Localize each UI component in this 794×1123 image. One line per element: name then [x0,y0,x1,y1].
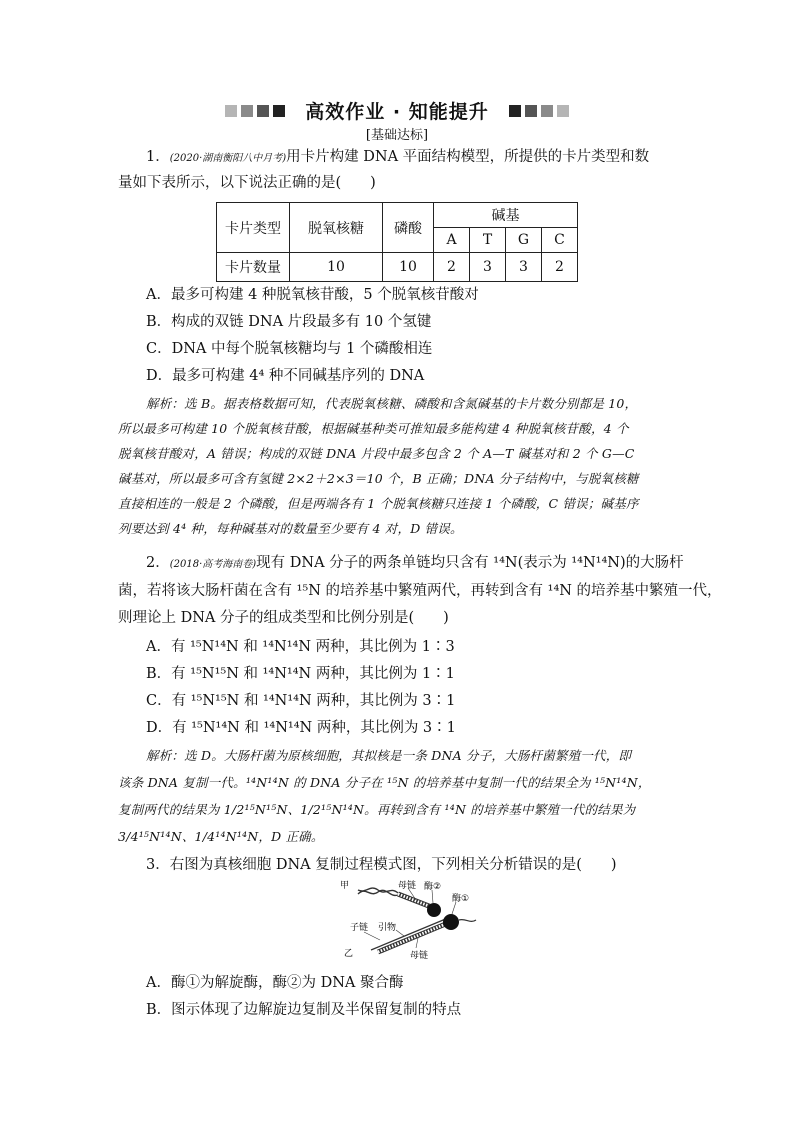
q1-option-b: B．构成的双链 DNA 片段最多有 10 个氢键 [146,314,432,330]
table-header-base: 碱基 [434,203,578,228]
page-title: 高效作业 · 知能提升 [305,101,489,123]
q2-analysis-line: 3/4¹⁵N¹⁴N、1/4¹⁴N¹⁴N，D 正确。 [118,829,324,844]
q1-stem-line1 [146,146,678,170]
q1-analysis-line: 碱基对，所以最多可含有氢键 2×2＋2×3＝10 个，B 正确；DNA 分子结构中，与脱氧核糖 [118,471,639,486]
q2-source: (2018·高考海南卷) [169,559,257,570]
table-base-a: A [434,228,470,253]
card-table [216,202,578,282]
q3-stem [146,854,678,876]
table-cell-a: 2 [434,253,470,282]
leader-line [396,930,404,936]
page-header [0,97,794,124]
label-parent-strand-top: 母链 [398,881,417,891]
q2-analysis-line: 该条 DNA 复制一代。¹⁴N¹⁴N 的 DNA 分子在 ¹⁵N 的培养基中复制一代的结果全为 ¹⁵N¹⁴N， [118,775,651,790]
q1-stem-text1: 用卡片构建 DNA 平面结构模型，所提供的卡片类型和数 [286,149,650,165]
q1-analysis-line: 解析：选 B。据表格数据可知，代表脱氧核糖、磷酸和含氮碱基的卡片数分别都是 10， [146,396,638,411]
leader-line [416,938,418,948]
helix-right-end [459,920,476,922]
leader-line [364,932,380,940]
q3-number: 3． [146,857,170,873]
q2-stem-text1: 现有 DNA 分子的两条单链均只含有 ¹⁴N(表示为 ¹⁴N¹⁴N)的大肠杆 [256,555,684,571]
q1-option-a: A．最多可构建 4 种脱氧核苷酸，5 个脱氧核苷酸对 [146,287,479,303]
q1-analysis-line: 脱氧核苷酸对，A 错误；构成的双链 DNA 片段中最多包含 2 个 A—T 碱基对和 2 个 G—C [118,446,635,461]
q2-analysis-line: 解析：选 D。大肠杆菌为原核细胞，其拟核是一条 DNA 分子，大肠杆菌繁殖一代，即 [146,748,632,763]
label-parent-strand-bottom: 母链 [410,951,429,960]
q1-analysis-line: 列要达到 4⁴ 种，每种碱基对的数量至少要有 4 对，D 错误。 [118,521,463,536]
q2-analysis-line: 复制两代的结果为 1/2¹⁵N¹⁵N、1/2¹⁵N¹⁴N。再转到含有 ¹⁴N 的培养基中繁殖一代的结果为 [118,802,636,817]
q3-stem-text: 右图为真核细胞 DNA 复制过程模式图，下列相关分析错误的是( ) [169,857,617,873]
header-decoration-right [507,103,571,119]
q1-option-c: C．DNA 中每个脱氧核糖均与 1 个磷酸相连 [146,341,433,357]
q3-option-b: B．图示体现了边解旋边复制及半保留复制的特点 [146,1002,462,1018]
q2-option-a: A．有 ¹⁵N¹⁴N 和 ¹⁴N¹⁴N 两种，其比例为 1∶3 [146,639,455,655]
q2-number: 2． [146,555,170,571]
table-cell-sugar: 10 [290,253,383,282]
q1-source: (2020·湖南衡阳八中月考) [169,153,287,164]
q2-stem-line3: 则理论上 DNA 分子的组成类型和比例分别是( ) [118,610,449,626]
q1-analysis-line: 直接相连的一般是 2 个磷酸，但是两端各有 1 个脱氧核糖只连接 1 个磷酸，C 错误；碱基序 [118,496,639,511]
section-label: [基础达标] [365,128,429,143]
label-jia: 甲 [340,881,350,891]
table-row-label: 卡片数量 [217,253,290,282]
dna-replication-figure [336,880,486,960]
q1-number: 1． [146,149,170,165]
dna-double-helix [358,888,398,895]
table-cell-g: 3 [506,253,542,282]
table-cell-phosphate: 10 [383,253,434,282]
q2-stem-line2: 菌，若将该大肠杆菌在含有 ¹⁵N 的培养基中繁殖两代，再转到含有 ¹⁴N 的培养基中繁殖一代， [118,583,722,599]
table-base-c: C [542,228,578,253]
header-decoration-left [223,103,287,119]
enzyme-1-shape [443,914,459,930]
table-header-phosphate: 磷酸 [383,203,434,253]
enzyme-2-shape [427,903,441,917]
q2-stem-line1 [146,552,684,576]
table-header-sugar: 脱氧核糖 [290,203,383,253]
table-cell-c: 2 [542,253,578,282]
q2-option-c: C．有 ¹⁵N¹⁵N 和 ¹⁴N¹⁴N 两种，其比例为 3∶1 [146,693,456,709]
q2-option-d: D．有 ¹⁵N¹⁴N 和 ¹⁴N¹⁴N 两种，其比例为 3∶1 [146,720,456,736]
table-base-g: G [506,228,542,253]
q1-stem-line2: 量如下表所示，以下说法正确的是( ) [118,175,376,191]
q2-option-b: B．有 ¹⁵N¹⁵N 和 ¹⁴N¹⁴N 两种，其比例为 1∶1 [146,666,455,682]
label-primer: 引物 [378,923,397,933]
label-daughter-strand: 子链 [350,923,369,933]
table-header-type: 卡片类型 [217,203,290,253]
label-enzyme-2: 酶② [424,882,442,892]
q1-analysis-line: 所以最多可构建 10 个脱氧核苷酸，根据碱基种类可推知最多能构建 4 种脱氧核苷酸，4 个 [118,421,629,436]
q1-option-d: D．最多可构建 4⁴ 种不同碱基序列的 DNA [146,368,425,384]
label-yi: 乙 [344,949,354,959]
label-enzyme-1: 酶① [452,894,470,904]
table-cell-t: 3 [470,253,506,282]
q3-option-a: A．酶①为解旋酶，酶②为 DNA 聚合酶 [146,975,404,991]
table-base-t: T [470,228,506,253]
